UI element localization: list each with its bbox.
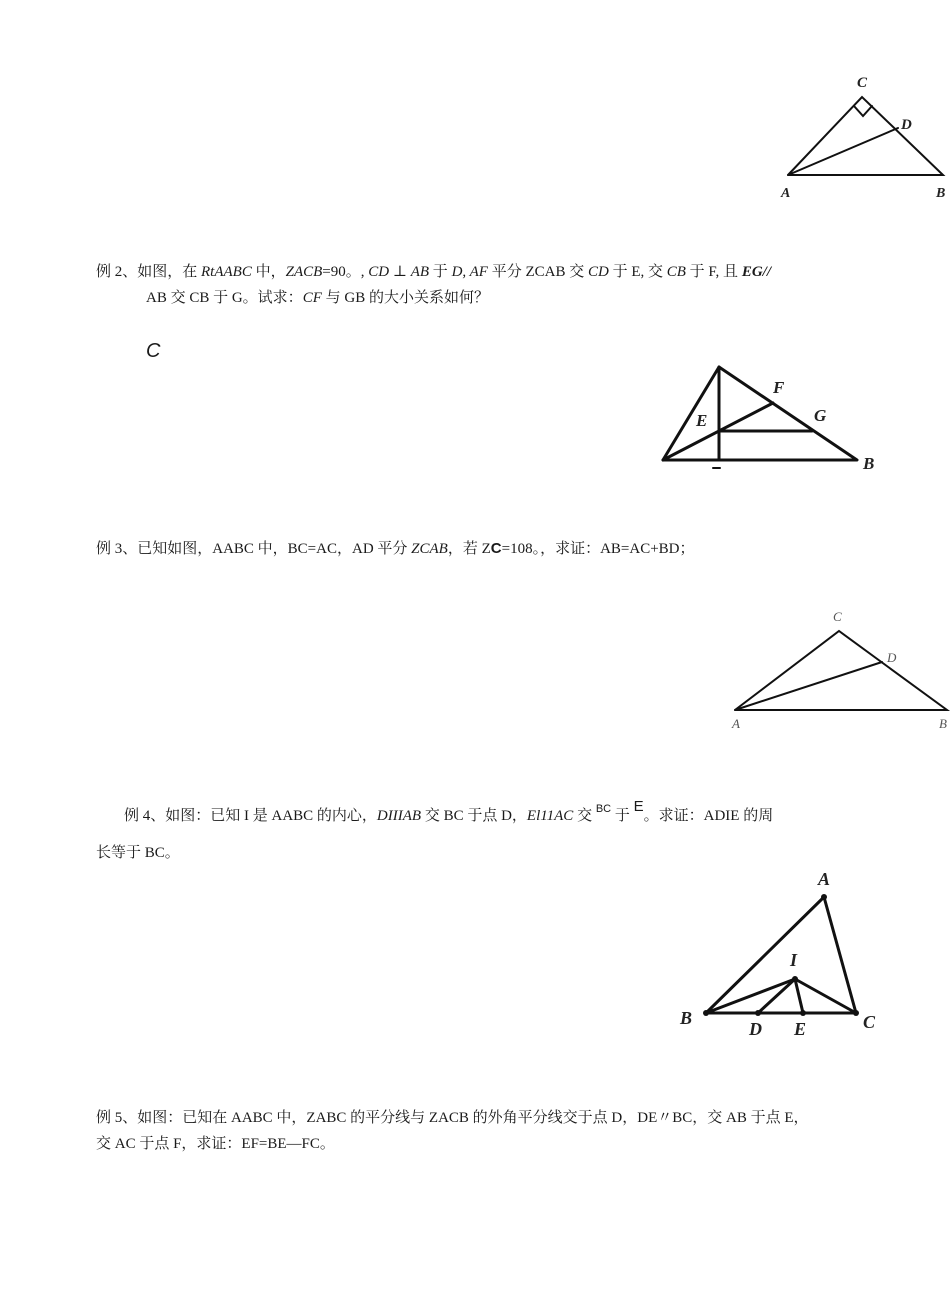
- ex2-t4: 平分 ZCAB 交: [487, 264, 588, 280]
- ex2-rt: RtAABC: [201, 264, 252, 280]
- ex4-t3: 于: [611, 808, 634, 824]
- segment-bi: [706, 979, 795, 1013]
- label-f: F: [773, 378, 785, 397]
- ex4-ei: El11AC: [526, 808, 574, 824]
- ex3-prefix: 例 3、已知如图，AABC 中，BC=AC，AD 平分: [96, 541, 412, 557]
- ex3-t2: =108。，求证：AB=AC+BD；: [501, 541, 695, 557]
- example-2-line-2: [146, 285, 489, 311]
- ex4-line2: 长等于 BC。: [96, 845, 180, 861]
- label-c: C: [863, 1012, 876, 1032]
- figure-1-svg: [770, 60, 950, 210]
- label-d: D: [887, 650, 897, 665]
- ex4-di: DIIIAB: [376, 808, 422, 824]
- example-5-line-2: [96, 1131, 335, 1157]
- figure-4-svg: [672, 862, 887, 1042]
- ex4-prefix: 例 4、如图：已知 I 是 AABC 的内心，: [124, 808, 377, 824]
- figure-1-triangle: [770, 60, 950, 210]
- point-b: [703, 1010, 709, 1016]
- figure-2-triangle: [650, 355, 890, 480]
- ex3-cab: ZCAB: [411, 541, 448, 557]
- stray-label-c: C: [146, 340, 161, 362]
- triangle-abc-outline: [706, 897, 856, 1013]
- label-b: B: [936, 186, 946, 201]
- ex2-t5: 于 E, 交: [608, 264, 667, 280]
- point-d: [755, 1010, 761, 1016]
- ex2-t6: 于 F, 且: [685, 264, 742, 280]
- ex2-cf: CF: [302, 290, 322, 306]
- label-d: D: [901, 117, 912, 133]
- label-g: G: [814, 406, 827, 425]
- example-4-line-1: [124, 798, 774, 830]
- ex5-line2: 交 AC 于点 F，求证：EF=BE—FC。: [96, 1136, 335, 1152]
- label-b: B: [939, 716, 947, 731]
- ex2-t1: 中，: [251, 264, 286, 280]
- figure-3-svg: [725, 605, 950, 735]
- ex2-angle: ZACB: [285, 264, 323, 280]
- example-2-line-1: [96, 259, 771, 285]
- label-d: D: [749, 1019, 762, 1039]
- ex2-line2a: AB 交 CB 于 G。试求：: [146, 290, 303, 306]
- segment-di: [758, 979, 795, 1013]
- figure-2-svg: [650, 355, 890, 480]
- segment-ad: [735, 662, 882, 710]
- right-angle-mark: [854, 106, 872, 116]
- ex5-line1: 例 5、如图：已知在 AABC 中，ZABC 的平分线与 ZACB 的外角平分线交于点 D，DE〃BC，交 AB 于点 E，: [96, 1110, 809, 1126]
- label-a: A: [818, 869, 831, 889]
- point-e: [800, 1010, 806, 1016]
- example-5-line-1: [96, 1105, 809, 1131]
- ex3-t1: ，若 Z: [447, 541, 491, 557]
- ex4-e-sup: E: [633, 798, 644, 815]
- ex4-t2: 交: [573, 808, 596, 824]
- ex2-ab: AB: [410, 264, 430, 280]
- ex2-cd: CD: [368, 264, 390, 280]
- label-c: C: [833, 609, 842, 624]
- label-b: B: [680, 1008, 693, 1028]
- ex2-cd2: CD: [587, 264, 609, 280]
- label-e: E: [794, 1019, 807, 1039]
- ex2-prefix: 例 2、如图，在: [96, 264, 202, 280]
- point-c: [853, 1010, 859, 1016]
- triangle-acb-outline: [735, 631, 947, 710]
- segment-ad: [788, 128, 898, 175]
- label-a: A: [781, 186, 791, 201]
- ex2-d: D, AF: [451, 264, 488, 280]
- ex2-t2: =90。,: [322, 264, 369, 280]
- point-a: [821, 894, 827, 900]
- ex2-line2b: 与 GB 的大小关系如何？: [321, 290, 489, 306]
- label-a: A: [732, 716, 740, 731]
- ex4-t1: 交 BC 于点 D，: [421, 808, 527, 824]
- label-i: I: [790, 950, 798, 970]
- ex2-cb: CB: [666, 264, 686, 280]
- example-4-line-2: [96, 840, 180, 866]
- label-c: C: [857, 75, 868, 91]
- point-i: [792, 976, 798, 982]
- ex4-bc-sup: BC: [595, 803, 612, 815]
- triangle-acb-outline: [788, 97, 943, 175]
- ex2-t3: 于: [429, 264, 452, 280]
- figure-3-triangle: [725, 605, 950, 735]
- example-3-line-1: [96, 536, 695, 562]
- ex2-perp: ⊥: [389, 264, 411, 280]
- ex4-t4: 。求证：ADIE 的周: [643, 808, 774, 824]
- label-e: E: [696, 411, 708, 430]
- label-b: B: [863, 454, 875, 473]
- ex2-eg: EG//: [741, 264, 771, 280]
- figure-4-triangle: [672, 862, 887, 1042]
- ex3-c: C: [490, 540, 502, 557]
